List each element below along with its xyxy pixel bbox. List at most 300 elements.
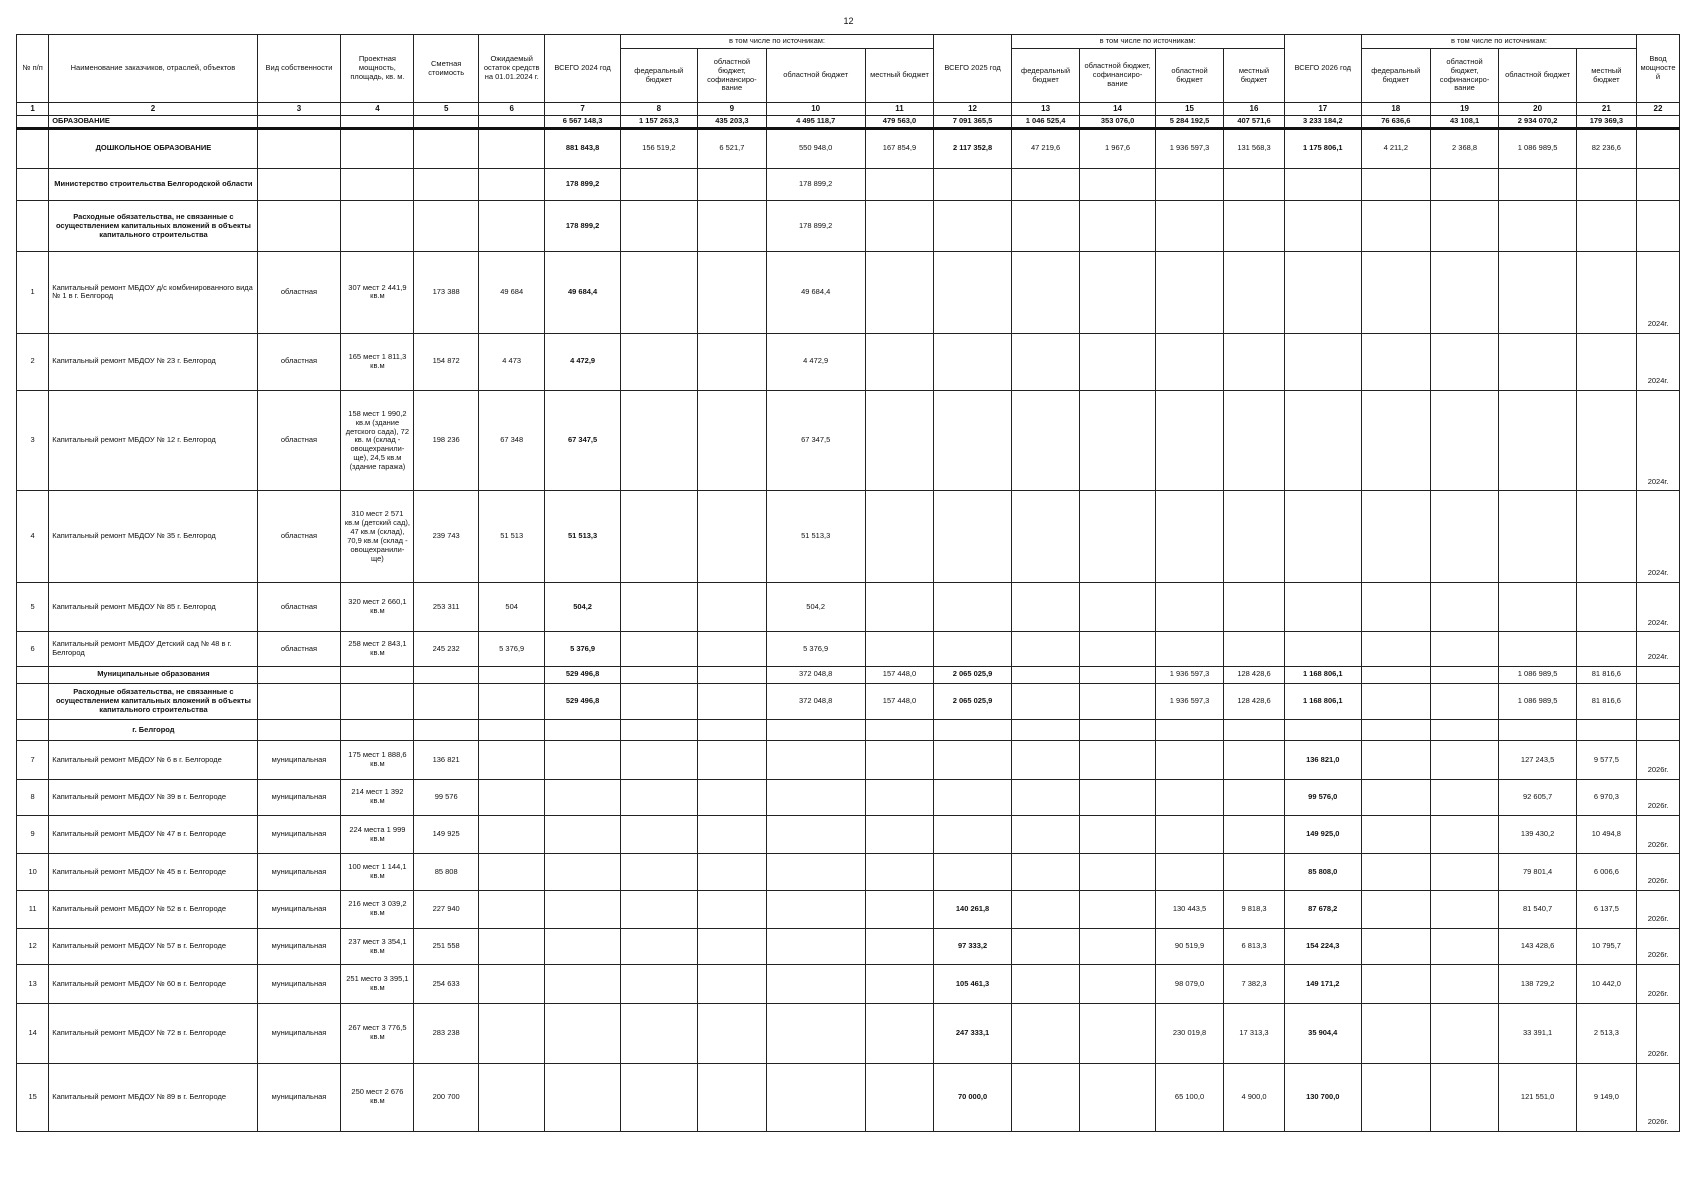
amount-cell — [1361, 779, 1430, 815]
amount-cell — [1430, 583, 1499, 632]
amount-cell — [934, 779, 1011, 815]
amount-cell: 529 496,8 — [545, 666, 620, 683]
table-row — [17, 391, 1680, 491]
amount-cell — [1361, 683, 1430, 719]
amount-cell — [1284, 583, 1361, 632]
amount-cell — [766, 1003, 865, 1063]
amount-cell: 128 428,6 — [1224, 683, 1284, 719]
amount-cell — [865, 890, 934, 928]
amount-cell: 128 428,6 — [1224, 666, 1284, 683]
estimated-cost: 251 558 — [414, 929, 478, 965]
amount-cell — [1155, 632, 1224, 666]
commissioning-year: 2024г. — [1636, 583, 1679, 632]
commissioning-year: 2026г. — [1636, 741, 1679, 779]
empty-cell — [478, 201, 545, 252]
ownership-type: областная — [257, 491, 341, 583]
amount-cell — [1284, 169, 1361, 201]
commissioning-year: 2024г. — [1636, 491, 1679, 583]
amount-cell: 76 636,6 — [1361, 115, 1430, 128]
amount-cell — [1080, 929, 1155, 965]
amount-cell: 6 137,5 — [1576, 890, 1636, 928]
amount-cell: 2 117 352,8 — [934, 128, 1011, 169]
section-row — [17, 719, 1680, 740]
header-capacity: Проектная мощность, площадь, кв. м. — [341, 35, 414, 103]
amount-cell: 372 048,8 — [766, 666, 865, 683]
amount-cell — [1361, 583, 1430, 632]
amount-cell — [1155, 779, 1224, 815]
object-name: Капитальный ремонт МБДОУ № 39 в г. Белгороде — [49, 779, 257, 815]
row-number — [17, 683, 49, 719]
row-number: 2 — [17, 333, 49, 391]
amount-cell — [1080, 1003, 1155, 1063]
amount-cell — [1361, 333, 1430, 391]
amount-cell — [1011, 854, 1080, 890]
section-name: Расходные обязательства, не связанные с осуществлением капитальных вложений в объекты капитального строительства — [49, 683, 257, 719]
amount-cell: 5 376,9 — [766, 632, 865, 666]
estimated-cost: 200 700 — [414, 1063, 478, 1131]
capacity: 158 мест 1 990,2 кв.м (здание детского сада), 72 кв. м (склад - овощехранили- ще), 24,5 кв.м (здание гаража) — [341, 391, 414, 491]
header-local: местный бюджет — [1576, 49, 1636, 103]
object-name: Капитальный ремонт МБДОУ Детский сад № 48 в г. Белгород — [49, 632, 257, 666]
amount-cell — [698, 965, 767, 1003]
remaining-funds — [478, 815, 545, 853]
table-row — [17, 1063, 1680, 1131]
amount-cell — [1011, 632, 1080, 666]
row-number: 11 — [17, 890, 49, 928]
amount-cell — [934, 252, 1011, 333]
amount-cell — [1576, 333, 1636, 391]
row-number: 14 — [17, 1003, 49, 1063]
remaining-funds — [478, 1063, 545, 1131]
amount-cell — [1080, 666, 1155, 683]
amount-cell — [934, 583, 1011, 632]
empty-cell — [414, 719, 478, 740]
amount-cell — [698, 719, 767, 740]
amount-cell — [1284, 201, 1361, 252]
amount-cell — [1430, 201, 1499, 252]
amount-cell — [1080, 719, 1155, 740]
amount-cell: 5 376,9 — [545, 632, 620, 666]
amount-cell: 504,2 — [766, 583, 865, 632]
amount-cell — [1361, 741, 1430, 779]
amount-cell — [1155, 741, 1224, 779]
commissioning-year: 2024г. — [1636, 632, 1679, 666]
amount-cell: 353 076,0 — [1080, 115, 1155, 128]
amount-cell — [865, 854, 934, 890]
amount-cell — [1361, 854, 1430, 890]
commissioning-year: 2026г. — [1636, 890, 1679, 928]
amount-cell — [620, 201, 697, 252]
amount-cell — [545, 929, 620, 965]
amount-cell — [1430, 890, 1499, 928]
amount-cell — [1155, 583, 1224, 632]
column-number: 7 — [545, 103, 620, 116]
amount-cell — [1361, 1003, 1430, 1063]
amount-cell — [1576, 632, 1636, 666]
section-row — [17, 666, 1680, 683]
empty-cell — [341, 201, 414, 252]
amount-cell — [1155, 252, 1224, 333]
amount-cell — [934, 333, 1011, 391]
amount-cell: 1 086 989,5 — [1499, 683, 1576, 719]
object-name: Капитальный ремонт МБДОУ № 12 г. Белгород — [49, 391, 257, 491]
amount-cell — [620, 1063, 697, 1131]
amount-cell — [698, 169, 767, 201]
remaining-funds: 67 348 — [478, 391, 545, 491]
header-cost: Сметная стоимость — [414, 35, 478, 103]
amount-cell: 1 157 263,3 — [620, 115, 697, 128]
amount-cell: 1 936 597,3 — [1155, 128, 1224, 169]
amount-cell: 10 795,7 — [1576, 929, 1636, 965]
section-name: г. Белгород — [49, 719, 257, 740]
amount-cell — [698, 741, 767, 779]
amount-cell — [1576, 201, 1636, 252]
amount-cell: 98 079,0 — [1155, 965, 1224, 1003]
amount-cell — [865, 201, 934, 252]
amount-cell — [1361, 252, 1430, 333]
amount-cell — [1576, 252, 1636, 333]
amount-cell: 9 818,3 — [1224, 890, 1284, 928]
total-row — [17, 115, 1680, 128]
amount-cell: 67 347,5 — [545, 391, 620, 491]
estimated-cost: 283 238 — [414, 1003, 478, 1063]
estimated-cost: 149 925 — [414, 815, 478, 853]
amount-cell — [698, 1003, 767, 1063]
amount-cell — [1361, 890, 1430, 928]
amount-cell — [1499, 169, 1576, 201]
amount-cell — [545, 854, 620, 890]
header-remaining: Ожидаемый остаток средств на 01.01.2024 г. — [478, 35, 545, 103]
remaining-funds: 504 — [478, 583, 545, 632]
amount-cell — [1011, 890, 1080, 928]
amount-cell: 154 224,3 — [1284, 929, 1361, 965]
row-number — [17, 719, 49, 740]
empty-cell — [478, 719, 545, 740]
capacity: 307 мест 2 441,9 кв.м — [341, 252, 414, 333]
amount-cell: 6 813,3 — [1224, 929, 1284, 965]
column-number: 3 — [257, 103, 341, 116]
amount-cell — [934, 815, 1011, 853]
amount-cell — [1430, 965, 1499, 1003]
amount-cell — [865, 719, 934, 740]
object-name: Капитальный ремонт МБДОУ № 57 в г. Белгороде — [49, 929, 257, 965]
amount-cell — [1430, 815, 1499, 853]
amount-cell — [1224, 491, 1284, 583]
amount-cell — [865, 632, 934, 666]
amount-cell — [1430, 683, 1499, 719]
commissioning-year: 2024г. — [1636, 252, 1679, 333]
amount-cell: 140 261,8 — [934, 890, 1011, 928]
table-row — [17, 333, 1680, 391]
column-number: 15 — [1155, 103, 1224, 116]
column-number: 18 — [1361, 103, 1430, 116]
empty-cell — [414, 201, 478, 252]
amount-cell: 51 513,3 — [545, 491, 620, 583]
object-name: Капитальный ремонт МБДОУ № 47 в г. Белгороде — [49, 815, 257, 853]
object-name: Капитальный ремонт МБДОУ № 52 в г. Белгороде — [49, 890, 257, 928]
amount-cell — [934, 719, 1011, 740]
commissioning-year: 2026г. — [1636, 815, 1679, 853]
amount-cell — [766, 929, 865, 965]
amount-cell: 6 567 148,3 — [545, 115, 620, 128]
amount-cell — [1224, 333, 1284, 391]
amount-cell — [1361, 815, 1430, 853]
amount-cell — [1080, 890, 1155, 928]
amount-cell — [1430, 333, 1499, 391]
amount-cell — [1155, 391, 1224, 491]
commissioning-year: 2026г. — [1636, 779, 1679, 815]
amount-cell — [1080, 632, 1155, 666]
header-regional-cofin: областной бюджет, софинансиро- вание — [698, 49, 767, 103]
empty-cell — [341, 666, 414, 683]
amount-cell — [620, 1003, 697, 1063]
object-name: Капитальный ремонт МБДОУ № 89 в г. Белгороде — [49, 1063, 257, 1131]
amount-cell: 82 236,6 — [1576, 128, 1636, 169]
estimated-cost: 254 633 — [414, 965, 478, 1003]
amount-cell — [1011, 815, 1080, 853]
amount-cell: 167 854,9 — [865, 128, 934, 169]
amount-cell: 105 461,3 — [934, 965, 1011, 1003]
table-row — [17, 1003, 1680, 1063]
amount-cell — [620, 252, 697, 333]
amount-cell: 4 495 118,7 — [766, 115, 865, 128]
amount-cell: 5 284 192,5 — [1155, 115, 1224, 128]
amount-cell — [766, 719, 865, 740]
amount-cell — [1080, 741, 1155, 779]
header-commissioning: Ввод мощностей — [1636, 35, 1679, 103]
amount-cell — [698, 854, 767, 890]
amount-cell — [1284, 632, 1361, 666]
amount-cell — [1361, 491, 1430, 583]
estimated-cost: 239 743 — [414, 491, 478, 583]
amount-cell: 43 108,1 — [1430, 115, 1499, 128]
amount-cell — [698, 491, 767, 583]
amount-cell — [1224, 169, 1284, 201]
amount-cell — [934, 854, 1011, 890]
header-name: Наименование заказчиков, отраслей, объектов — [49, 35, 257, 103]
header-federal: федеральный бюджет — [1361, 49, 1430, 103]
row-number: 12 — [17, 929, 49, 965]
estimated-cost: 198 236 — [414, 391, 478, 491]
amount-cell — [1011, 719, 1080, 740]
section-name: ДОШКОЛЬНОЕ ОБРАЗОВАНИЕ — [49, 128, 257, 169]
amount-cell — [1011, 1003, 1080, 1063]
amount-cell — [1284, 491, 1361, 583]
column-number: 12 — [934, 103, 1011, 116]
empty-cell — [414, 115, 478, 128]
amount-cell — [865, 1063, 934, 1131]
commissioning-year: 2026г. — [1636, 965, 1679, 1003]
amount-cell — [1499, 252, 1576, 333]
header-sources-2024: в том числе по источникам: — [620, 35, 934, 49]
empty-cell — [341, 115, 414, 128]
ownership-type: муниципальная — [257, 854, 341, 890]
amount-cell — [1361, 1063, 1430, 1131]
amount-cell — [865, 815, 934, 853]
amount-cell — [1080, 965, 1155, 1003]
amount-cell: 1 936 597,3 — [1155, 683, 1224, 719]
header-regional-cofin: областной бюджет, софинансиро- вание — [1080, 49, 1155, 103]
amount-cell — [1011, 252, 1080, 333]
amount-cell — [1011, 741, 1080, 779]
amount-cell — [865, 583, 934, 632]
amount-cell — [1011, 491, 1080, 583]
table-row — [17, 491, 1680, 583]
amount-cell — [620, 890, 697, 928]
section-row — [17, 683, 1680, 719]
amount-cell: 51 513,3 — [766, 491, 865, 583]
row-number: 9 — [17, 815, 49, 853]
amount-cell — [1430, 929, 1499, 965]
amount-cell — [1361, 391, 1430, 491]
amount-cell — [1155, 169, 1224, 201]
amount-cell — [698, 252, 767, 333]
ownership-type: муниципальная — [257, 890, 341, 928]
amount-cell — [1011, 666, 1080, 683]
amount-cell — [1430, 1063, 1499, 1131]
empty-cell — [414, 683, 478, 719]
ownership-type: областная — [257, 583, 341, 632]
commissioning-year: 2026г. — [1636, 1003, 1679, 1063]
amount-cell — [1224, 779, 1284, 815]
amount-cell — [1224, 741, 1284, 779]
amount-cell: 6 006,6 — [1576, 854, 1636, 890]
table-row — [17, 779, 1680, 815]
row-number — [17, 666, 49, 683]
amount-cell — [1361, 965, 1430, 1003]
capacity: 165 мест 1 811,3 кв.м — [341, 333, 414, 391]
header-regional-cofin: областной бюджет, софинансиро- вание — [1430, 49, 1499, 103]
header-sources-2025: в том числе по источникам: — [1011, 35, 1284, 49]
amount-cell — [1080, 779, 1155, 815]
amount-cell — [698, 890, 767, 928]
amount-cell — [1430, 719, 1499, 740]
section-name: Расходные обязательства, не связанные с осуществлением капитальных вложений в объекты капитального строительства — [49, 201, 257, 252]
remaining-funds — [478, 1003, 545, 1063]
ownership-type: муниципальная — [257, 741, 341, 779]
capacity: 216 мест 3 039,2 кв.м — [341, 890, 414, 928]
amount-cell: 85 808,0 — [1284, 854, 1361, 890]
empty-cell — [478, 128, 545, 169]
amount-cell: 1 175 806,1 — [1284, 128, 1361, 169]
amount-cell — [698, 391, 767, 491]
header-num: № п/п — [17, 35, 49, 103]
commissioning-year: 2024г. — [1636, 391, 1679, 491]
row-number: 4 — [17, 491, 49, 583]
ownership-type: муниципальная — [257, 1003, 341, 1063]
amount-cell — [1080, 491, 1155, 583]
header-total-2024: ВСЕГО 2024 год — [545, 35, 620, 103]
amount-cell: 157 448,0 — [865, 683, 934, 719]
column-number: 14 — [1080, 103, 1155, 116]
table-row — [17, 854, 1680, 890]
commissioning-year: 2026г. — [1636, 929, 1679, 965]
amount-cell: 550 948,0 — [766, 128, 865, 169]
amount-cell: 157 448,0 — [865, 666, 934, 683]
amount-cell: 529 496,8 — [545, 683, 620, 719]
header-regional: областной бюджет — [1155, 49, 1224, 103]
amount-cell: 4 211,2 — [1361, 128, 1430, 169]
row-number: 15 — [17, 1063, 49, 1131]
empty-cell — [257, 719, 341, 740]
amount-cell — [1155, 719, 1224, 740]
amount-cell — [545, 1003, 620, 1063]
amount-cell — [698, 815, 767, 853]
commissioning-year — [1636, 201, 1679, 252]
column-number: 8 — [620, 103, 697, 116]
capacity: 175 мест 1 888,6 кв.м — [341, 741, 414, 779]
ownership-type: областная — [257, 252, 341, 333]
column-number: 6 — [478, 103, 545, 116]
object-name: Капитальный ремонт МБДОУ № 85 г. Белгород — [49, 583, 257, 632]
amount-cell — [1499, 391, 1576, 491]
amount-cell — [766, 890, 865, 928]
header-total-2026: ВСЕГО 2026 год — [1284, 35, 1361, 103]
commissioning-year — [1636, 666, 1679, 683]
amount-cell — [1224, 201, 1284, 252]
row-number: 10 — [17, 854, 49, 890]
amount-cell — [865, 741, 934, 779]
amount-cell — [620, 719, 697, 740]
amount-cell — [1576, 169, 1636, 201]
ownership-type: областная — [257, 391, 341, 491]
amount-cell — [1576, 491, 1636, 583]
amount-cell: 70 000,0 — [934, 1063, 1011, 1131]
empty-cell — [257, 201, 341, 252]
column-number: 2 — [49, 103, 257, 116]
amount-cell: 2 065 025,9 — [934, 666, 1011, 683]
capacity: 250 мест 2 676 кв.м — [341, 1063, 414, 1131]
amount-cell — [1361, 719, 1430, 740]
empty-cell — [257, 115, 341, 128]
amount-cell — [698, 683, 767, 719]
ownership-type: муниципальная — [257, 1063, 341, 1131]
amount-cell — [1011, 169, 1080, 201]
amount-cell: 79 801,4 — [1499, 854, 1576, 890]
amount-cell — [1080, 252, 1155, 333]
amount-cell: 1 936 597,3 — [1155, 666, 1224, 683]
amount-cell: 179 369,3 — [1576, 115, 1636, 128]
amount-cell — [1155, 815, 1224, 853]
commissioning-year: 2026г. — [1636, 854, 1679, 890]
amount-cell: 65 100,0 — [1155, 1063, 1224, 1131]
capacity: 214 мест 1 392 кв.м — [341, 779, 414, 815]
amount-cell: 6 970,3 — [1576, 779, 1636, 815]
amount-cell — [698, 632, 767, 666]
amount-cell — [1011, 201, 1080, 252]
row-number: 5 — [17, 583, 49, 632]
amount-cell: 881 843,8 — [545, 128, 620, 169]
table-body — [17, 103, 1680, 1132]
column-number: 5 — [414, 103, 478, 116]
amount-cell — [698, 779, 767, 815]
amount-cell — [1080, 333, 1155, 391]
amount-cell — [1224, 719, 1284, 740]
amount-cell — [1080, 854, 1155, 890]
amount-cell: 2 934 070,2 — [1499, 115, 1576, 128]
table-row — [17, 815, 1680, 853]
amount-cell — [1011, 929, 1080, 965]
amount-cell: 247 333,1 — [934, 1003, 1011, 1063]
amount-cell — [1430, 632, 1499, 666]
amount-cell — [620, 854, 697, 890]
amount-cell — [1224, 632, 1284, 666]
amount-cell — [1224, 583, 1284, 632]
header-federal: федеральный бюджет — [620, 49, 697, 103]
column-number: 4 — [341, 103, 414, 116]
amount-cell — [1155, 201, 1224, 252]
estimated-cost: 227 940 — [414, 890, 478, 928]
